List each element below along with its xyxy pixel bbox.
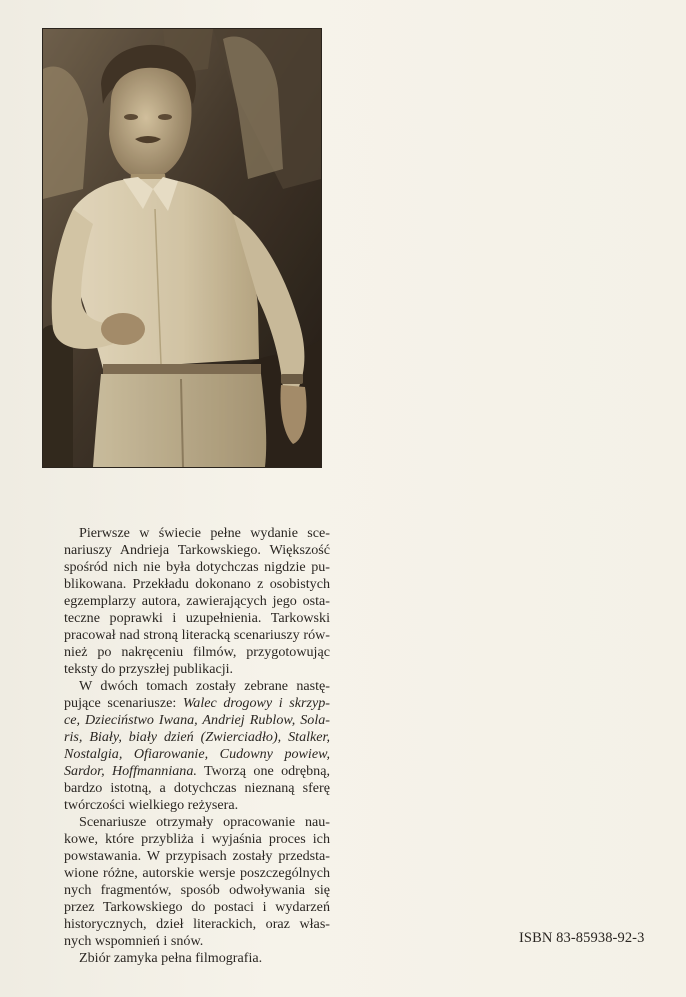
author-photo xyxy=(43,29,321,467)
text-line: pracował nad stroną literacką scenariuszy rów- xyxy=(64,627,330,643)
text-line: Zbiór zamyka pełna filmografia. xyxy=(79,950,263,966)
text-line: nych fragmentów, sposób odwoływania się xyxy=(64,882,330,898)
text-line: spośród nich nie była dotychczas nigdzie pu- xyxy=(64,559,330,575)
text-line: nych wspomnień i snów. xyxy=(64,933,204,949)
description-paragraph-3 xyxy=(64,814,330,950)
text-line: bardzo istotną, a dotychczas nieznaną sferę xyxy=(64,780,330,796)
text-line: nariuszy Andrieja Tarkowskiego. Większość xyxy=(64,542,330,558)
text-line: teczne poprawki i uzupełnienia. Tarkowski xyxy=(64,610,330,626)
text-line: pujące scenariusze: Walec drogowy i skrzyp- xyxy=(64,695,330,711)
text-line: Nostalgia, Ofiarowanie, Cudowny powiew, xyxy=(64,746,330,762)
text-line: historycznych, dzieł literackich, oraz włas- xyxy=(64,916,330,932)
text-line: W dwóch tomach zostały zebrane nastę- xyxy=(79,678,330,694)
text-line: Scenariusze otrzymały opracowanie nau- xyxy=(79,814,330,830)
text-line: powstawania. W przypisach zostały przedsta- xyxy=(64,848,330,864)
text-line: teksty do przyszłej publikacji. xyxy=(64,661,234,677)
text-line: przez Tarkowskiego do postaci i wydarzeń xyxy=(64,899,330,915)
isbn-number: ISBN 83-85938-92-3 xyxy=(519,930,645,946)
text-line: ce, Dzieciństwo Iwana, Andriej Rublow, Sola- xyxy=(64,712,330,728)
text-line: wione różne, autorskie wersje poszczególnych xyxy=(64,865,330,881)
text-line: ris, Biały, biały dzień (Zwierciadło), Stalker, xyxy=(64,729,330,745)
text-line: nież po nakręceniu filmów, przygotowując xyxy=(64,644,330,660)
text-line: Sardor, Hoffmanniana. Tworzą one odrębną, xyxy=(64,763,331,779)
text-line: Pierwsze w świecie pełne wydanie sce- xyxy=(79,525,330,541)
description-paragraph-2 xyxy=(64,678,330,814)
description-paragraph-1 xyxy=(64,525,330,678)
text-line: egzemplarzy autora, zawierających jego osta- xyxy=(64,593,330,609)
text-line: blikowana. Przekładu dokonano z osobistych xyxy=(64,576,330,592)
text-line: twórczości wielkiego reżysera. xyxy=(64,797,239,813)
description-text xyxy=(64,525,330,967)
description-paragraph-4 xyxy=(64,950,330,967)
portrait-photo-illustration xyxy=(43,29,321,467)
text-line: kowe, które przybliża i wyjaśnia proces ich xyxy=(64,831,330,847)
